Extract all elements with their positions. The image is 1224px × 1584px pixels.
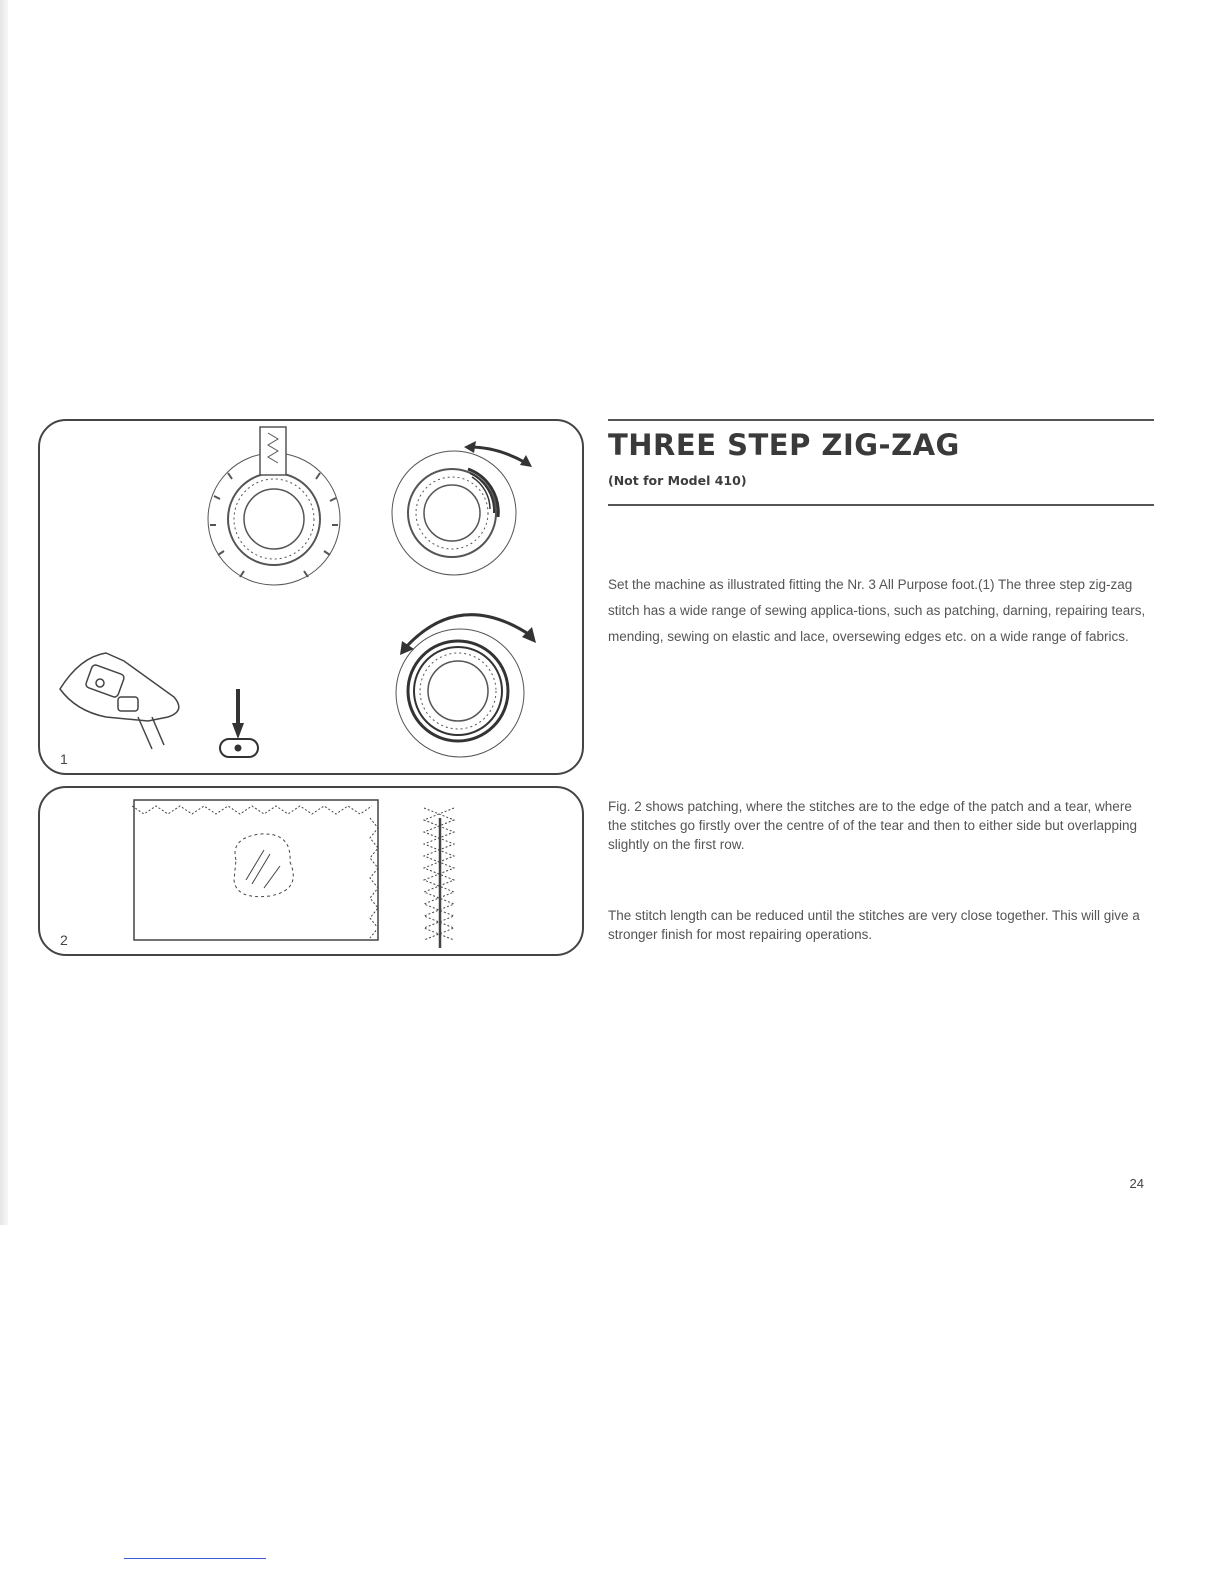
stitch-length-dial [396,615,536,757]
figure-1-illustration [40,421,584,775]
footer-rule [124,1558,266,1559]
page-subtitle: (Not for Model 410) [608,473,747,488]
needle-position-icon [220,689,258,757]
figure-1-machine-settings [38,419,584,775]
all-purpose-foot [60,653,179,749]
paragraph-stitch-length: The stitch length can be reduced until the stitches are very close together. This will give a stronger finish for most repairing operations. [608,908,1140,942]
stitch-selector-dial [208,427,340,585]
figure-2-number: 2 [60,932,68,948]
page-title: THREE STEP ZIG-ZAG [608,428,960,462]
patch-illustration [132,800,378,940]
paragraph-setup: Set the machine as illustrated fitting the Nr. 3 All Purpose foot.(1) The three step zig-zag stitch has a wide range of sewing applica-tions, such as patching, darning, repairing tears, mending, sewing on elastic and lace, oversewing edges etc. on a wide range of fabrics. [608,577,1146,644]
figure-2-patching [38,786,584,956]
paragraph-patching: Fig. 2 shows patching, where the stitches are to the edge of the patch and a tear, where the stitches go firstly over the centre of of the tear and then to either side but overlapping slightly on the first row. [608,799,1138,852]
figure-2-illustration [40,788,584,956]
scan-edge-shadow [0,0,8,1225]
page-number: 24 [1129,1176,1144,1191]
figure-1-number: 1 [60,751,68,767]
top-rule [608,419,1154,421]
section-rule [608,504,1154,506]
tear-illustration [424,808,454,948]
stitch-width-dial [392,441,532,575]
